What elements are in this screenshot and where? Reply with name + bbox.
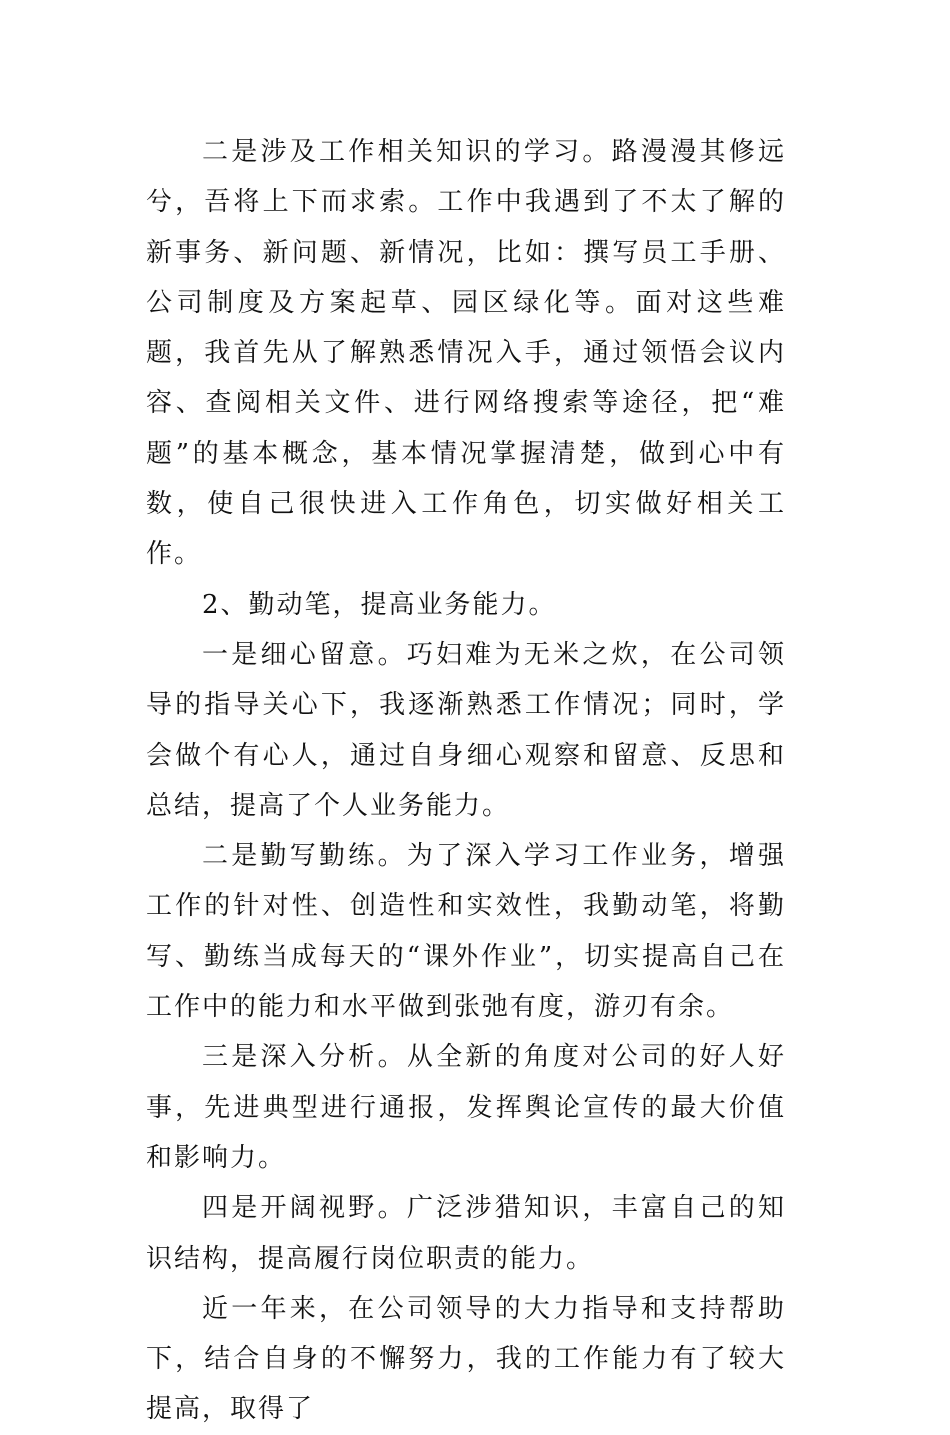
paragraph-attentive: 一是细心留意。巧妇难为无米之炊，在公司领导的指导关心下，我逐渐熟悉工作情况；同时，学会做个有心人，通过自身细心观察和留意、反思和总结，提高了个人业务能力。 bbox=[146, 639, 786, 821]
paragraph-summary: 近一年来，在公司领导的大力指导和支持帮助下，结合自身的不懈努力，我的工作能力有了较大提高，取得了 bbox=[146, 1293, 786, 1425]
document-body bbox=[146, 127, 786, 1435]
paragraph-heading-writing: 2、勤动笔，提高业务能力。 bbox=[202, 589, 557, 620]
paragraph-broaden-horizon: 四是开阔视野。广泛涉猎知识，丰富自己的知识结构，提高履行岗位职责的能力。 bbox=[146, 1193, 786, 1274]
paragraph-deep-analysis: 三是深入分析。从全新的角度对公司的好人好事，先进典型进行通报，发挥舆论宣传的最大价值和影响力。 bbox=[146, 1042, 786, 1173]
paragraph-knowledge-learning: 二是涉及工作相关知识的学习。路漫漫其修远兮，吾将上下而求索。工作中我遇到了不太了解的新事务、新问题、新情况，比如：撰写员工手册、公司制度及方案起草、园区绿化等。面对这些难题，我首先从了解熟悉情况入手，通过领悟会议内容、查阅相关文件、进行网络搜索等途径，把“难题”的基本概念，基本情况掌握清楚，做到心中有数，使自己很快进入工作角色，切实做好相关工作。 bbox=[146, 137, 786, 570]
paragraph-practice-writing: 二是勤写勤练。为了深入学习工作业务，增强工作的针对性、创造性和实效性，我勤动笔，将勤写、勤练当成每天的“课外作业”，切实提高自己在工作中的能力和水平做到张弛有度，游刃有余。 bbox=[146, 841, 786, 1023]
